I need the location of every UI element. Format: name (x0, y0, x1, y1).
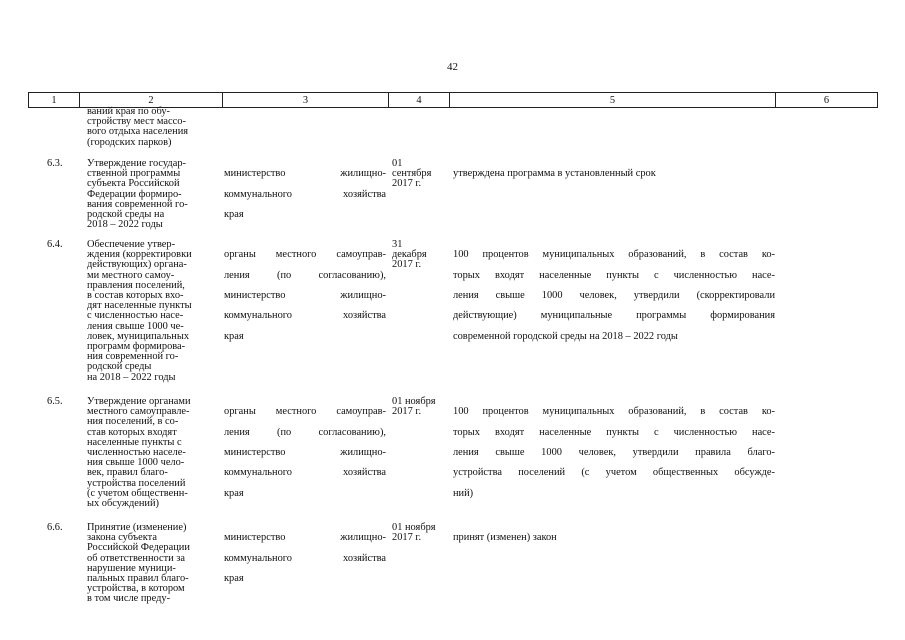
result-line: современной городской среды на 2018 – 2022 годы (453, 330, 678, 342)
column-header-5: 5 (450, 93, 776, 108)
responsible-line: ления (по согласованию), (224, 269, 386, 281)
responsible-line: края (224, 209, 244, 221)
column-header-6: 6 (776, 93, 878, 108)
result-line: ний) (453, 487, 474, 499)
deadline: 01 сентября 2017 г. (392, 158, 432, 190)
deadline: 31 декабря 2017 г. (392, 239, 427, 271)
deadline: 01 ноября 2017 г. (392, 522, 436, 544)
result-line: 100 процентов муниципальных образований, в состав ко- (453, 406, 775, 418)
responsible-line: края (224, 487, 244, 499)
row-number: 6.4. (47, 239, 63, 250)
column-header-3: 3 (223, 93, 389, 108)
expected-result (453, 397, 775, 509)
responsible-line: коммунального хозяйства (224, 188, 386, 200)
row-number: 6.6. (47, 522, 63, 533)
task-description: Утверждение государ- ственной программы субъекта Российской Федерации формиро- вания современной го- родской среды на 2018 – 2022 годы (87, 158, 188, 231)
result-line: ления свыше 1000 человек, утвердили (скорректировали (453, 290, 775, 302)
expected-result (453, 523, 775, 554)
responsible-line: министерство жилищно- (224, 532, 386, 544)
result-line: торых входят населенные пункты с численностью насе- (453, 426, 775, 438)
result-line: устройства поселений (с учетом общественных обсужде- (453, 467, 775, 479)
result-line: утверждена программа в установленный срок (453, 168, 656, 180)
expected-result (453, 240, 775, 352)
responsible-line: ления (по согласованию), (224, 426, 386, 438)
responsible-party (224, 523, 386, 594)
responsible-party (224, 240, 386, 352)
column-header-2: 2 (80, 93, 223, 108)
task-description: Утверждение органами местного самоуправле- ния поселений, в со- став которых входят населенные пункты с численностью населе- ния свыше 1000 чело- век, правил благо- устройства поселений (с учетом общественн- ых обсуждений) (87, 396, 191, 510)
result-line: действующие) муниципальные программы формирования (453, 310, 775, 322)
responsible-line: коммунального хозяйства (224, 552, 386, 564)
result-line: ления свыше 1000 человек, утвердили правила благо- (453, 447, 775, 459)
responsible-line: коммунального хозяйства (224, 467, 386, 479)
responsible-line: министерство жилищно- (224, 447, 386, 459)
continuation-task-text: ваний края по обу- стройству мест массо- вого отдыха населения (городских парков) (87, 106, 189, 148)
column-header-1: 1 (29, 93, 80, 108)
expected-result (453, 159, 775, 190)
responsible-line: края (224, 573, 244, 585)
responsible-line: коммунального хозяйства (224, 310, 386, 322)
responsible-line: края (224, 330, 244, 342)
task-description: Принятие (изменение) закона субъекта Российской Федерации об ответственности за нарушение муници- пальных правил благо- устройства, в котором в том числе преду- (87, 522, 190, 605)
responsible-line: органы местного самоуправ- (224, 406, 386, 418)
task-description: Обеспечение утвер- ждения (корректировки действующих) органа- ми местного самоу- правления поселений, в состав которых вхо- дят населенные пункты с численностью насе- ления свыше 1000 че- ловек, муниципальных программ формирова- ния современной го- родской среды на 2018 – 2022 годы (87, 239, 192, 383)
responsible-line: министерство жилищно- (224, 168, 386, 180)
result-line: принят (изменен) закон (453, 532, 557, 544)
responsible-party (224, 397, 386, 509)
row-number: 6.5. (47, 396, 63, 407)
row-number: 6.3. (47, 158, 63, 169)
result-line: торых входят населенные пункты с численностью насе- (453, 269, 775, 281)
result-line: 100 процентов муниципальных образований, в состав ко- (453, 249, 775, 261)
responsible-line: органы местного самоуправ- (224, 249, 386, 261)
responsible-line: министерство жилищно- (224, 290, 386, 302)
deadline: 01 ноября 2017 г. (392, 396, 436, 418)
column-header-4: 4 (389, 93, 450, 108)
responsible-party (224, 159, 386, 230)
page-number: 42 (447, 61, 458, 73)
